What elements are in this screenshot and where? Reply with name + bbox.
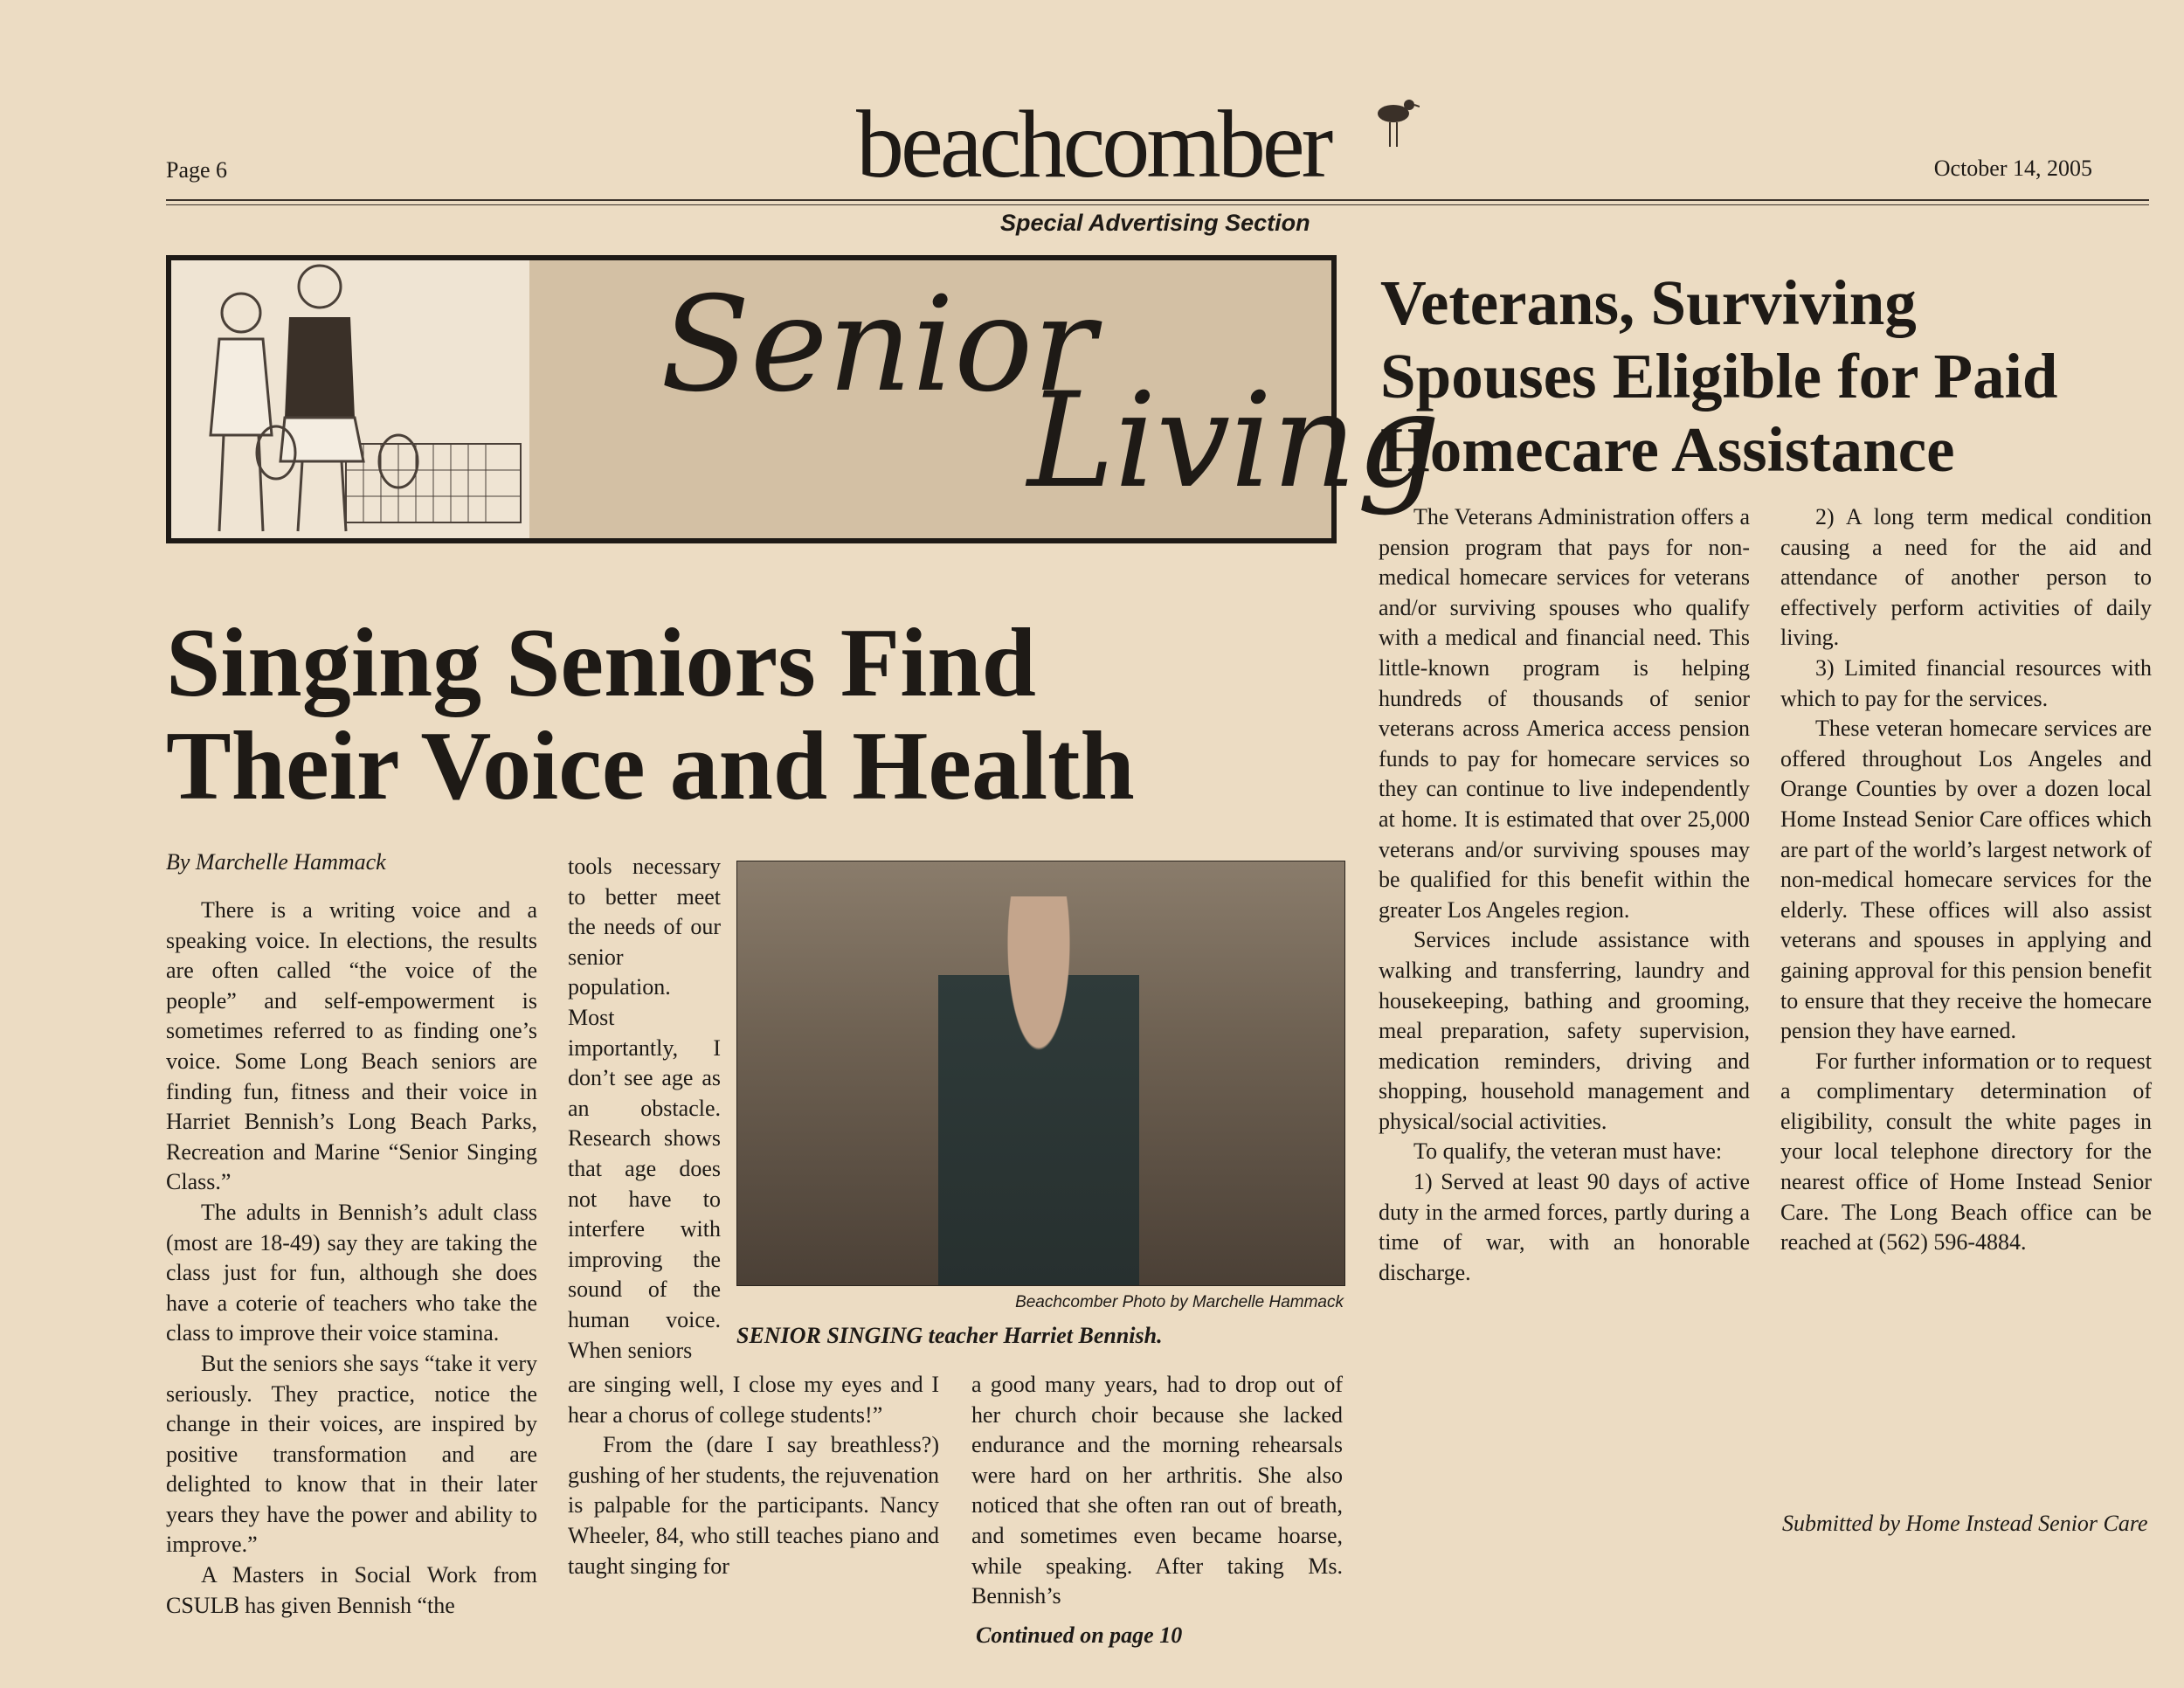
banner-title-senior: Senior	[660, 269, 1096, 421]
paragraph: But the seniors she says “take it very seriously. They practice, notice the change in their voices, are inspired by positive transformation and are delighted to know that in their later years they have the power and ability to improve.”	[166, 1350, 537, 1558]
headline-line: Their Voice and Health	[166, 712, 1135, 820]
header-rule	[166, 199, 2149, 201]
continued-link[interactable]: Continued on page 10	[976, 1622, 1183, 1648]
banner-title-living: Living	[1027, 365, 1441, 517]
submitted-by: Submitted by Home Instead Senior Care	[1782, 1511, 2148, 1536]
article-column-1	[166, 896, 537, 1621]
tennis-couple-illustration	[171, 260, 529, 538]
paragraph: From the (dare I say breathless?) gushing of her students, the rejuvenation is palpable for the participants. Nancy Wheeler, 84, who still teaches piano and taught singing for	[568, 1432, 939, 1579]
veterans-column-1	[1379, 502, 1750, 1288]
veterans-column-2	[1780, 502, 2152, 1258]
paragraph: are singing well, I close my eyes and I hear a chorus of college students!”	[568, 1372, 939, 1428]
senior-living-banner	[166, 255, 1441, 543]
paragraph: 2) A long term medical condition causing a need for the aid and attendance of another person to effectively perform activities of daily living.	[1780, 504, 2152, 651]
paragraph: There is a writing voice and a speaking voice. In elections, the results are often called “the voice of the people” and self-empowerment is sometimes referred to as finding one’s voice. Some Long Beach seniors are finding fun, fitness and their voice in Harriet Bennish’s Long Beach Parks, Recreation and Marine “Senior Singing Class.”	[166, 897, 537, 1195]
paragraph: a good many years, had to drop out of her church choir because she lacked endurance and the morning rehearsals were hard on her arthritis. She also noticed that she often ran out of breath, and sometimes even became hoarse, while speaking. After taking Ms. Bennish’s	[971, 1372, 1343, 1609]
photo-caption: SENIOR SINGING teacher Harriet Bennish.	[736, 1323, 1163, 1348]
headline-singing-seniors	[166, 609, 1337, 820]
headline-veterans	[1380, 266, 2149, 487]
issue-date: October 14, 2005	[1933, 156, 2092, 181]
article-column-2-continued	[568, 1370, 939, 1581]
article-column-3	[971, 1370, 1343, 1612]
bird-icon	[1367, 87, 1420, 149]
masthead-logo: beachcomber	[856, 91, 1330, 197]
paragraph: tools necessary to better meet the needs of our senior population. Most importantly, I don’t see age as an obstacle. Research shows that age does not have to interfere with improving the sound of the human voice. When seniors	[568, 854, 721, 1363]
paragraph: The Veterans Administration offers a pension program that pays for non-medical homecare services for veterans and/or surviving spouses who qualify with a medical and financial need. This little-known program is helping hundreds of thousands of senior veterans across America access pension funds to pay for homecare services so they can continue to live independently at home. It is estimated that over 25,000 veterans and/or surviving spouses may be qualified for this benefit within the greater Los Angeles region.	[1379, 504, 1750, 923]
photo-credit: Beachcomber Photo by Marchelle Hammack	[1015, 1293, 1344, 1311]
paragraph: 3) Limited financial resources with which to pay for the services.	[1780, 654, 2152, 711]
paragraph: For further information or to request a complimentary determination of eligibility, consult the white pages in your local telephone directory for the nearest office of Home Instead Senior Care. The Long Beach office can be reached at (562) 596-4884.	[1780, 1048, 2152, 1256]
article-column-2	[568, 852, 721, 1366]
section-label: Special Advertising Section	[1000, 210, 1310, 236]
headline-line: Spouses Eligible for Paid	[1380, 341, 2058, 412]
headline-line: Veterans, Surviving	[1380, 267, 1917, 338]
paragraph: 1) Served at least 90 days of active duty in the armed forces, partly during a time of war, with an honorable discharge.	[1379, 1169, 1750, 1285]
paragraph: Services include assistance with walking and transferring, laundry and housekeeping, bathing and grooming, meal preparation, safety supervision, medication reminders, driving and shopping, household management and physical/social activities.	[1379, 927, 1750, 1134]
person-figure	[938, 896, 1139, 1285]
paragraph: These veteran homecare services are offered throughout Los Angeles and Orange Counties by over a dozen local Home Instead Senior Care offices which are part of the world’s largest network of non-medical homecare services for the elderly. These offices will also assist veterans and spouses in applying and gaining approval for this pension benefit to ensure that they receive the homecare pension they have earned.	[1780, 716, 2152, 1044]
byline: By Marchelle Hammack	[166, 849, 386, 875]
tennis-players-icon	[171, 260, 529, 538]
paragraph: The adults in Bennish’s adult class (most are 18-49) say they are taking the class just for fun, although she does have a coterie of teachers who take the class to improve their voice stamina.	[166, 1199, 537, 1346]
header-rule-thin	[166, 204, 2149, 205]
page-number: Page 6	[166, 157, 228, 183]
paragraph: To qualify, the veteran must have:	[1413, 1138, 1723, 1165]
headline-line: Singing Seniors Find	[166, 609, 1036, 717]
paragraph: A Masters in Social Work from CSULB has given Bennish “the	[166, 1562, 537, 1618]
headline-line: Homecare Assistance	[1380, 414, 1955, 485]
photo-harriet-bennish	[736, 861, 1345, 1286]
